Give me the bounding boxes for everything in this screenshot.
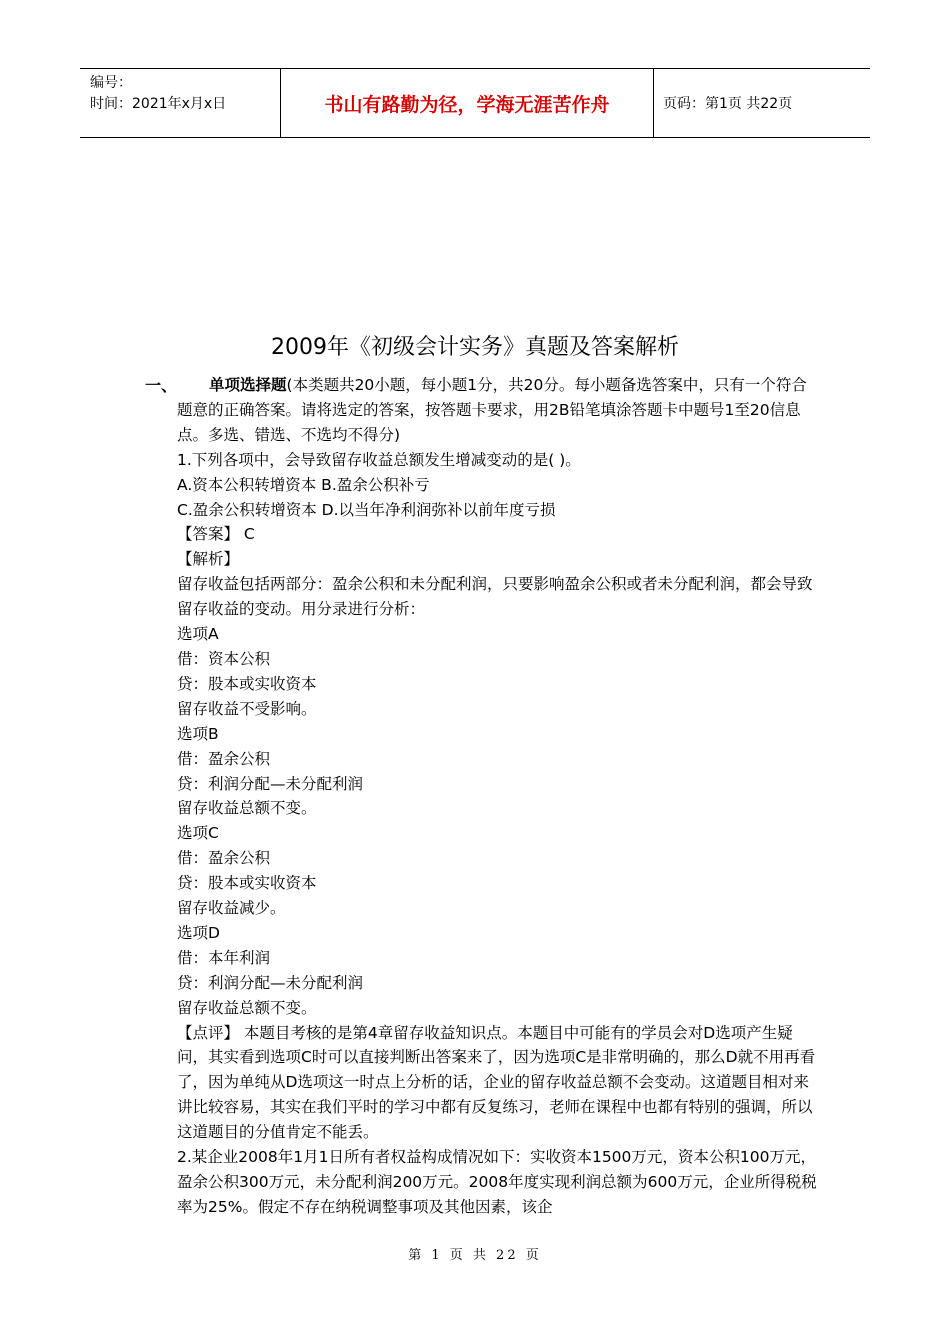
body-line: 贷：利润分配—未分配利润 bbox=[177, 973, 364, 992]
body-line: 借：盈余公积 bbox=[177, 849, 271, 868]
question-2-paragraph: 2.某企业2008年1月1日所有者权益构成情况如下：实收资本1500万元，资本公积100万元，盈余公积300万元，未分配利润200万元。2008年度实现利润总额为600万元，企业所得税税率为25%。假定不存在纳税调整事项及其他因素，该企 bbox=[177, 1148, 817, 1216]
body-line: 留存收益包括两部分：盈余公积和未分配利润，只要影响盈余公积或者未分配利润，都会导致留存收益的变动。用分录进行分析： bbox=[177, 575, 813, 619]
page-footer: 第 1 页 共 22 页 bbox=[408, 1248, 542, 1263]
body-line: 借：盈余公积 bbox=[177, 749, 271, 768]
body-line: 选项D bbox=[177, 923, 220, 942]
body-line: 留存收益总额不变。 bbox=[177, 799, 317, 818]
section-intro bbox=[177, 373, 817, 448]
header-number-label: 编号： bbox=[90, 75, 132, 91]
section-heading: 单项选择题 bbox=[209, 376, 287, 394]
body-line: 选项C bbox=[177, 824, 219, 843]
body-line: A.资本公积转增资本 B.盈余公积补亏 bbox=[177, 475, 430, 494]
body-line: 借：本年利润 bbox=[177, 948, 271, 967]
header-time-label: 时间：2021年x月x日 bbox=[90, 96, 227, 112]
body-line: 借：资本公积 bbox=[177, 649, 271, 668]
body-line: 【解析】 bbox=[177, 550, 240, 569]
body-line: 留存收益总额不变。 bbox=[177, 998, 317, 1017]
body-line: 1.下列各项中，会导致留存收益总额发生增减变动的是( )。 bbox=[177, 450, 581, 469]
body-line: C.盈余公积转增资本 D.以当年净利润弥补以前年度亏损 bbox=[177, 500, 556, 519]
section-intro-text: (本类题共20小题，每小题1分，共20分。每小题备选答案中，只有一个符合题意的正确答案。请将选定的答案，按答题卡要求，用2B铅笔填涂答题卡中题号1至20信息点。多选、错选、不选均不得分) bbox=[177, 376, 807, 444]
document-body bbox=[177, 373, 817, 1220]
section-number: 一、 bbox=[145, 376, 178, 395]
body-line: 贷：股本或实收资本 bbox=[177, 874, 317, 893]
commentary-paragraph: 【点评】 本题目考核的是第4章留存收益知识点。本题目中可能有的学员会对D选项产生疑问，其实看到选项C时可以直接判断出答案来了，因为选项C是非常明确的，那么D就不用再看了，因为单纯从D选项这一时点上分析的话，企业的留存收益总额不会变动。这道题目相对来讲比较容易，其实在我们平时的学习中都有反复练习，老师在课程中也都有特别的强调，所以这道题目的分值肯定不能丢。 bbox=[177, 1023, 816, 1142]
body-line: 贷：股本或实收资本 bbox=[177, 674, 317, 693]
body-line: 选项B bbox=[177, 724, 219, 743]
body-line: 【答案】 C bbox=[177, 525, 255, 544]
document-title: 2009年《初级会计实务》真题及答案解析 bbox=[271, 335, 679, 360]
page-header bbox=[80, 68, 870, 138]
body-line: 选项A bbox=[177, 625, 219, 644]
body-line: 留存收益不受影响。 bbox=[177, 699, 317, 718]
header-motto: 书山有路勤为径，学海无涯苦作舟 bbox=[281, 69, 654, 137]
body-line: 留存收益减少。 bbox=[177, 899, 286, 918]
header-meta bbox=[80, 69, 281, 137]
body-line: 贷：利润分配—未分配利润 bbox=[177, 774, 364, 793]
header-page-code: 页码：第1页 共22页 bbox=[663, 96, 793, 112]
